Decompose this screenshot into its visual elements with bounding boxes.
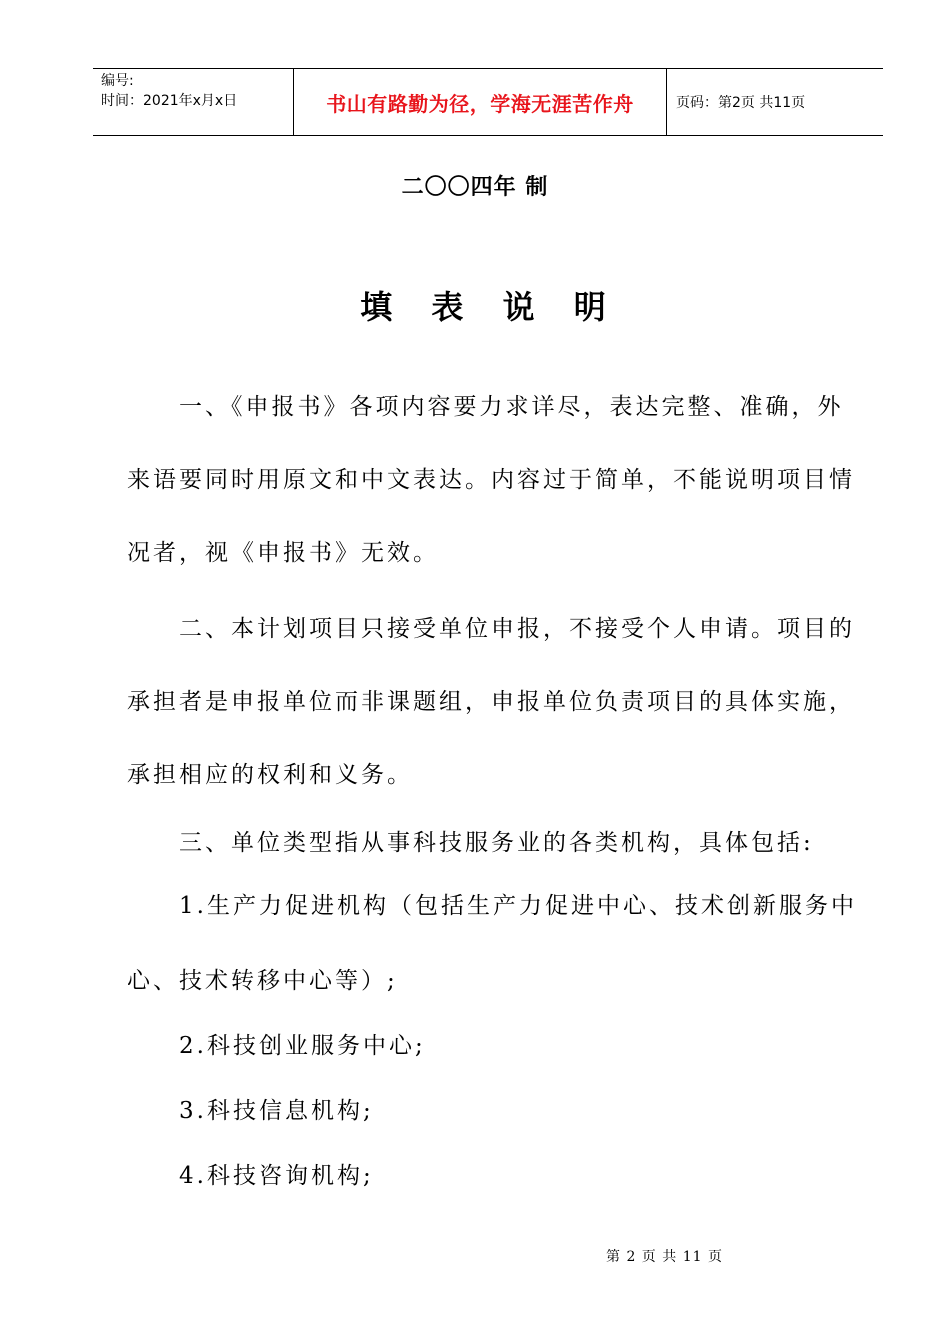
body-line-10: 2.科技创业服务中心; [127,1033,426,1059]
doc-title: 填 表 说 明 [360,288,620,326]
time-label: 时间：2021年x月x日 [101,93,238,109]
body-line-1: 一、《申报书》各项内容要力求详尽，表达完整、准确，外 [127,394,844,420]
header-meta-cell [93,69,294,135]
body-line-7: 三、单位类型指从事科技服务业的各类机构，具体包括: [127,830,814,856]
page-footer: 第 2 页 共 11 页 [606,1249,723,1265]
body-line-8: 1.生产力促进机构（包括生产力促进中心、技术创新服务中 [127,893,857,919]
year-line: 二〇〇四年 制 [401,175,549,200]
body-line-2: 来语要同时用原文和中文表达。内容过于简单，不能说明项目情 [127,467,855,493]
serial-label: 编号: [101,73,134,89]
body-line-12: 4.科技咨询机构; [127,1163,374,1189]
page-header [93,68,883,136]
body-line-11: 3.科技信息机构; [127,1098,374,1124]
body-line-4: 二、本计划项目只接受单位申报，不接受个人申请。项目的 [127,616,855,642]
body-line-5: 承担者是申报单位而非课题组，申报单位负责项目的具体实施， [127,689,855,715]
header-motto: 书山有路勤为径，学海无涯苦作舟 [294,69,667,135]
header-page-number: 页码：第2页 共11页 [676,95,806,111]
body-line-3: 况者，视《申报书》无效。 [127,540,439,566]
body-line-9: 心、技术转移中心等）; [127,968,398,994]
body-line-6: 承担相应的权利和义务。 [127,762,413,788]
